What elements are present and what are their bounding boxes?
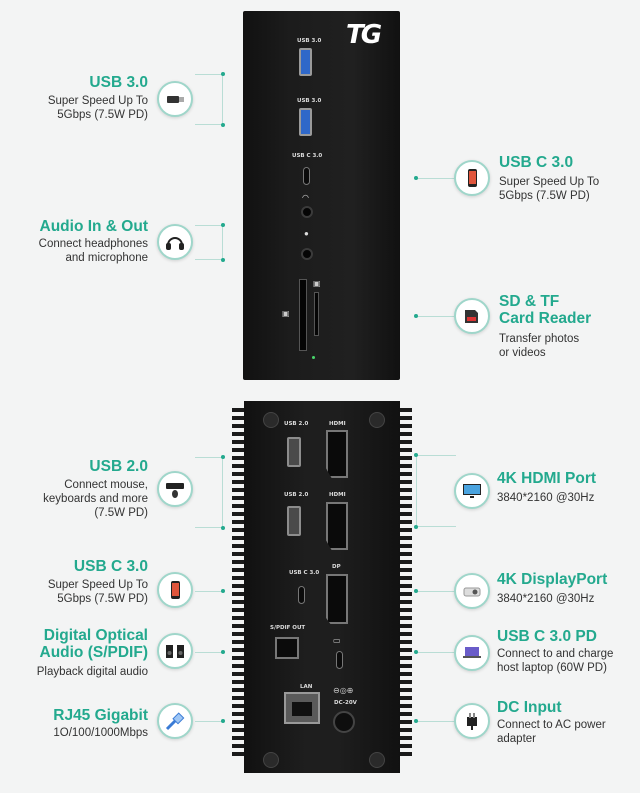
hdmi-title: 4K HDMI Port: [497, 470, 597, 487]
usb20-dot-1: [221, 455, 225, 459]
hdmi-2-label: HDMI: [329, 492, 346, 498]
spdif-title: Digital Optical Audio (S/PDIF): [39, 627, 148, 661]
screw-bottom-left: [263, 752, 279, 768]
usb20-desc: Connect mouse, keyboards and more (7.5W PD): [43, 479, 148, 519]
tf-card-slot: [314, 292, 319, 336]
brand-logo: TG: [346, 20, 380, 50]
usb2-1-label: USB 2.0: [284, 421, 309, 427]
heat-fins-right: [400, 408, 412, 766]
headphone-jack: [301, 206, 313, 218]
audio-title: Audio In & Out: [39, 218, 148, 235]
usb30-dot-1: [221, 72, 225, 76]
usb-c-port-rear: [298, 586, 305, 604]
hdmi-bracket: [416, 455, 456, 527]
dp-dot: [414, 589, 418, 593]
dp-line: [416, 591, 456, 592]
usbc-bottom-desc: Super Speed Up To 5Gbps (7.5W PD): [47, 579, 148, 605]
spdif-dot: [221, 650, 225, 654]
usb-drive-icon: [157, 81, 193, 117]
screw-bottom-right: [369, 752, 385, 768]
usb-c-port-top: [303, 167, 310, 185]
usb30-desc: Super Speed Up To 5Gbps (7.5W PD): [47, 95, 148, 121]
speakers-icon: [157, 633, 193, 669]
status-led: [312, 356, 315, 359]
usbc-bottom-dot: [221, 589, 225, 593]
dc-line: [416, 721, 456, 722]
usb-a-2-label: USB 3.0: [297, 98, 322, 104]
hdmi-desc: 3840*2160 @30Hz: [497, 492, 595, 504]
usb30-bracket: [195, 74, 223, 125]
sd-line: [416, 316, 456, 317]
screw-top-left: [263, 412, 279, 428]
smartphone-icon: [454, 160, 490, 196]
usb30-title: USB 3.0: [89, 74, 148, 91]
dock-rear-panel: [244, 401, 400, 773]
monitor-icon: [454, 473, 490, 509]
dc-dot: [414, 719, 418, 723]
keyboard-mouse-icon: [157, 471, 193, 507]
dock-top-panel: [243, 11, 400, 380]
usb2-port-1: [287, 437, 301, 467]
headphone-symbol-icon: ◠: [302, 193, 309, 202]
hdmi-1-label: HDMI: [329, 421, 346, 427]
usbc-pd-dot: [414, 650, 418, 654]
sd-desc: Transfer photos or videos: [499, 333, 580, 359]
audio-dot-1: [221, 223, 225, 227]
dc-title: DC Input: [497, 699, 562, 716]
laptop-icon: [454, 635, 490, 671]
usb20-dot-2: [221, 526, 225, 530]
usb-a-1-label: USB 3.0: [297, 38, 322, 44]
mic-symbol-icon: ●: [304, 229, 309, 238]
sd-title: SD & TF Card Reader: [499, 293, 592, 327]
usb20-bracket: [195, 457, 223, 528]
usb-a-port-2: [299, 108, 312, 136]
usbc-top-title: USB C 3.0: [499, 154, 574, 171]
usbc-pd-desc: Connect to and charge host laptop (60W PD): [497, 648, 614, 674]
usbc-rear-label: USB C 3.0: [289, 570, 320, 576]
displayport-port: [326, 574, 348, 624]
tf-symbol-icon: ▣: [282, 309, 290, 318]
usb-c-top-label: USB C 3.0: [292, 153, 323, 159]
hdmi-dot-2: [414, 525, 418, 529]
usbc-top-line: [416, 178, 456, 179]
spdif-desc: Playback digital audio: [36, 666, 148, 678]
usbc-pd-title: USB C 3.0 PD: [497, 628, 597, 645]
dp-desc: 3840*2160 @30Hz: [497, 593, 595, 605]
heat-fins-left: [232, 408, 244, 766]
audio-desc: Connect headphones and microphone: [38, 238, 148, 264]
rj45-title: RJ45 Gigabit: [53, 707, 148, 724]
power-plug-icon: [454, 703, 490, 739]
laptop-symbol-icon: ▭: [333, 636, 341, 645]
dc-desc: Connect to AC power adapter: [497, 719, 606, 745]
rj45-dot: [221, 719, 225, 723]
audio-bracket: [195, 225, 223, 260]
spdif-line: [195, 652, 223, 653]
usbc-top-desc: Super Speed Up To 5Gbps (7.5W PD): [499, 176, 600, 202]
dp-title: 4K DisplayPort: [497, 571, 608, 588]
sd-dot: [414, 314, 418, 318]
lan-port: [284, 692, 320, 724]
usbc-top-dot: [414, 176, 418, 180]
rj45-line: [195, 721, 223, 722]
usbc-pd-line: [416, 652, 456, 653]
headphones-icon: [157, 224, 193, 260]
hdmi-port-2: [326, 502, 348, 550]
spdif-label: S/PDIF OUT: [270, 625, 306, 631]
sd-card-icon: [454, 298, 490, 334]
sd-symbol-icon: ▣: [313, 279, 321, 288]
dc-label: DC-20V: [334, 700, 357, 706]
smartphone-icon: [157, 572, 193, 608]
usb2-port-2: [287, 506, 301, 536]
screw-top-right: [369, 412, 385, 428]
mic-jack: [301, 248, 313, 260]
usb-c-pd-port: [336, 651, 343, 669]
dc-polarity-icon: ⊖◎⊕: [333, 686, 354, 695]
sd-card-slot: [299, 279, 307, 351]
audio-dot-2: [221, 258, 225, 262]
usb2-2-label: USB 2.0: [284, 492, 309, 498]
rj45-desc: 1O/100/1000Mbps: [53, 727, 148, 739]
spdif-port: [275, 637, 299, 659]
projector-icon: [454, 573, 490, 609]
usb30-dot-2: [221, 123, 225, 127]
ethernet-cable-icon: [157, 703, 193, 739]
usb20-title: USB 2.0: [89, 458, 148, 475]
dp-label: DP: [332, 564, 341, 570]
dc-power-jack: [333, 711, 355, 733]
usb-a-port-1: [299, 48, 312, 76]
hdmi-dot-1: [414, 453, 418, 457]
hdmi-port-1: [326, 430, 348, 478]
lan-label: LAN: [300, 684, 313, 690]
usbc-bottom-line: [195, 591, 223, 592]
usbc-bottom-title: USB C 3.0: [73, 558, 148, 575]
